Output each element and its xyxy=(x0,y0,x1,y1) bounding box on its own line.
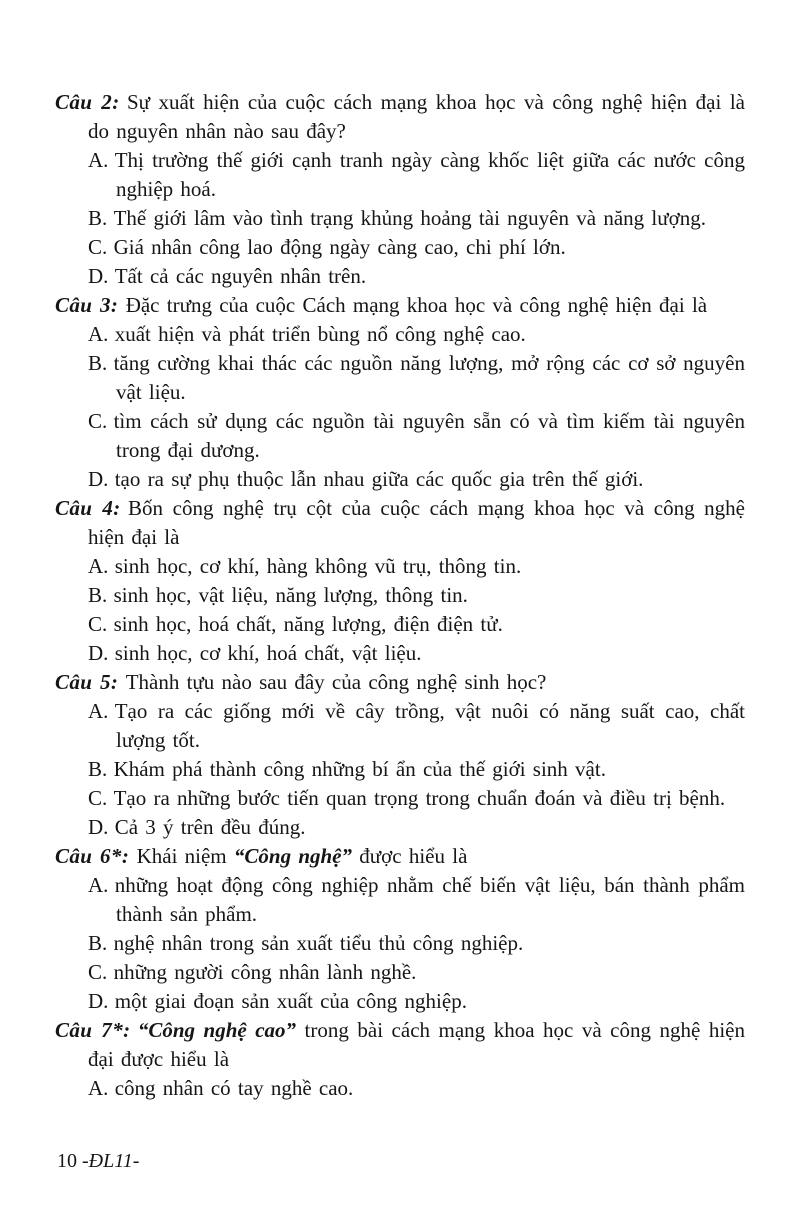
option-letter: D. xyxy=(88,989,109,1013)
question-body-tail: được hiểu là xyxy=(352,844,468,868)
option-letter: B. xyxy=(88,206,108,230)
answer-option-a xyxy=(55,697,745,755)
option-letter: B. xyxy=(88,583,108,607)
question-emphasis: “Công nghệ” xyxy=(233,844,353,868)
question-block-cau-5 xyxy=(55,668,745,842)
option-text: Tạo ra các giống mới về cây trồng, vật nuôi có năng suất cao, chất lượng tốt. xyxy=(114,699,745,752)
option-letter: D. xyxy=(88,467,109,491)
option-text: sinh học, cơ khí, hàng không vũ trụ, thông tin. xyxy=(114,554,522,578)
option-letter: A. xyxy=(88,873,109,897)
option-letter: D. xyxy=(88,815,109,839)
answer-option-c xyxy=(55,233,745,262)
question-text xyxy=(55,88,745,146)
answer-option-b xyxy=(55,929,745,958)
option-text: sinh học, hoá chất, năng lượng, điện điện tử. xyxy=(113,612,503,636)
option-text: Tất cả các nguyên nhân trên. xyxy=(114,264,367,288)
question-body: Sự xuất hiện của cuộc cách mạng khoa học và công nghệ hiện đại là do nguyên nhân nào sau đây? xyxy=(88,90,745,143)
option-text: nghệ nhân trong sản xuất tiểu thủ công nghiệp. xyxy=(113,931,524,955)
question-text xyxy=(55,668,745,697)
option-text: tạo ra sự phụ thuộc lẫn nhau giữa các quốc gia trên thế giới. xyxy=(114,467,644,491)
option-letter: D. xyxy=(88,641,109,665)
option-letter: B. xyxy=(88,351,108,375)
option-letter: C. xyxy=(88,612,108,636)
option-text: những người công nhân lành nghề. xyxy=(113,960,417,984)
question-body: Đặc trưng của cuộc Cách mạng khoa học và công nghệ hiện đại là xyxy=(125,293,708,317)
option-letter: B. xyxy=(88,757,108,781)
option-text: sinh học, vật liệu, năng lượng, thông tin. xyxy=(113,583,468,607)
answer-option-d xyxy=(55,987,745,1016)
question-body-tail: trong bài cách mạng khoa học và công nghệ hiện đại được hiểu là xyxy=(88,1018,745,1071)
option-letter: A. xyxy=(88,554,109,578)
question-block-cau-4 xyxy=(55,494,745,668)
question-body: Thành tựu nào sau đây của công nghệ sinh học? xyxy=(125,670,547,694)
answer-option-a xyxy=(55,871,745,929)
option-text: Tạo ra những bước tiến quan trọng trong chuẩn đoán và điều trị bệnh. xyxy=(113,786,726,810)
page-number: 10 xyxy=(57,1150,77,1172)
option-letter: B. xyxy=(88,931,108,955)
question-text xyxy=(55,291,745,320)
option-letter: C. xyxy=(88,960,108,984)
question-text xyxy=(55,494,745,552)
question-label: Câu 4: xyxy=(55,496,121,520)
option-letter: D. xyxy=(88,264,109,288)
option-text: sinh học, cơ khí, hoá chất, vật liệu. xyxy=(114,641,422,665)
option-text: Giá nhân công lao động ngày càng cao, chi phí lớn. xyxy=(113,235,566,259)
option-text: xuất hiện và phát triển bùng nổ công nghệ cao. xyxy=(114,322,526,346)
option-text: tăng cường khai thác các nguồn năng lượng, mở rộng các cơ sở nguyên vật liệu. xyxy=(113,351,745,404)
option-letter: A. xyxy=(88,148,109,172)
option-letter: A. xyxy=(88,699,109,723)
answer-option-c xyxy=(55,407,745,465)
option-text: một giai đoạn sản xuất của công nghiệp. xyxy=(114,989,467,1013)
option-letter: C. xyxy=(88,235,108,259)
question-body: Bốn công nghệ trụ cột của cuộc cách mạng khoa học và công nghệ hiện đại là xyxy=(88,496,745,549)
answer-option-c xyxy=(55,610,745,639)
answer-option-b xyxy=(55,204,745,233)
question-label: Câu 2: xyxy=(55,90,120,114)
question-label: Câu 7*: xyxy=(55,1018,131,1042)
question-body: Khái niệm xyxy=(136,844,234,868)
answer-option-c xyxy=(55,958,745,987)
answer-option-b xyxy=(55,755,745,784)
option-text: tìm cách sử dụng các nguồn tài nguyên sẵn có và tìm kiếm tài nguyên trong đại dương. xyxy=(113,409,745,462)
option-text: Cả 3 ý trên đều đúng. xyxy=(114,815,306,839)
question-label: Câu 5: xyxy=(55,670,119,694)
option-text: Khám phá thành công những bí ẩn của thế giới sinh vật. xyxy=(113,757,606,781)
answer-option-d xyxy=(55,465,745,494)
answer-option-d xyxy=(55,639,745,668)
question-block-cau-7 xyxy=(55,1016,745,1103)
answer-option-a xyxy=(55,1074,745,1103)
answer-option-c xyxy=(55,784,745,813)
option-text: Thị trường thế giới cạnh tranh ngày càng khốc liệt giữa các nước công nghiệp hoá. xyxy=(114,148,745,201)
answer-option-a xyxy=(55,146,745,204)
answer-option-b xyxy=(55,349,745,407)
answer-option-a xyxy=(55,320,745,349)
option-letter: C. xyxy=(88,409,108,433)
book-code: -ĐL11- xyxy=(82,1150,140,1172)
question-text xyxy=(55,842,745,871)
question-block-cau-2 xyxy=(55,88,745,291)
option-letter: C. xyxy=(88,786,108,810)
question-emphasis: “Công nghệ cao” xyxy=(137,1018,297,1042)
answer-option-d xyxy=(55,813,745,842)
option-text: công nhân có tay nghề cao. xyxy=(114,1076,354,1100)
answer-option-b xyxy=(55,581,745,610)
answer-option-a xyxy=(55,552,745,581)
option-text: những hoạt động công nghiệp nhằm chế biến vật liệu, bán thành phẩm thành sản phẩm. xyxy=(114,873,745,926)
question-block-cau-6 xyxy=(55,842,745,1016)
page-footer xyxy=(57,1148,139,1174)
question-block-cau-3 xyxy=(55,291,745,494)
option-text: Thế giới lâm vào tình trạng khủng hoảng tài nguyên và năng lượng. xyxy=(113,206,706,230)
question-text xyxy=(55,1016,745,1074)
question-label: Câu 3: xyxy=(55,293,119,317)
question-label: Câu 6*: xyxy=(55,844,130,868)
answer-option-d xyxy=(55,262,745,291)
option-letter: A. xyxy=(88,322,109,346)
option-letter: A. xyxy=(88,1076,109,1100)
